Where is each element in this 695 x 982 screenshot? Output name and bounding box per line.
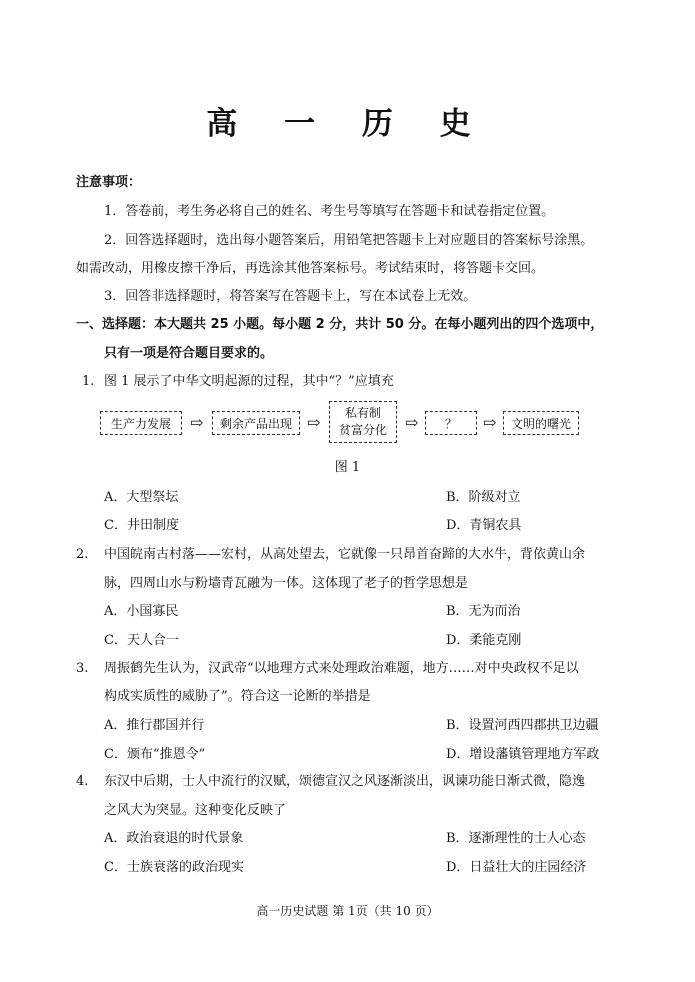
option-d: D．增设藩镇管理地方军政	[446, 747, 600, 762]
question-stem: 之风大为突显。这种变化反映了	[104, 803, 287, 818]
question-stem: 图 1 展示了中华文明起源的过程，其中“？”应填充	[104, 374, 394, 389]
question-number: 1.	[82, 374, 95, 389]
page-footer: 高一历史试题 第 1页（共 10 页）	[256, 904, 439, 918]
notice-item: 2．回答选择题时，选出每小题答案后，用铅笔把答题卡上对应题目的答案标号涂黑。	[104, 233, 594, 248]
section-heading: 一、选择题：本大题共 25 小题。每小题 2 分，共计 50 分。在每小题列出的四个选项中，	[76, 317, 604, 332]
page-title: 高 一 历 史	[206, 106, 489, 142]
option-a: A．小国寡民	[104, 604, 179, 619]
option-a: A．大型祭坛	[104, 490, 179, 505]
option-a: A．政治衰退的时代景象	[104, 831, 244, 846]
question-stem: 构成实质性的威胁了”。符合这一论断的举措是	[104, 689, 371, 704]
flow-box: 生产力发展	[100, 411, 182, 435]
flow-box: 剩余产品出现	[212, 411, 300, 435]
arrow-icon: ⇨	[190, 413, 204, 432]
notice-item: 1．答卷前，考生务必将自己的姓名、考生号等填写在答题卡和试卷指定位置。	[104, 204, 555, 219]
flow-box: ？	[425, 411, 477, 435]
option-a: A．推行郡国并行	[104, 718, 205, 733]
question-number: 2.	[76, 547, 89, 562]
flow-box	[329, 401, 397, 443]
flow-box-line: 私有制	[344, 406, 381, 420]
option-b: B．逐渐理性的士人心态	[446, 831, 586, 846]
notice-item: 如需改动，用橡皮擦干净后，再选涂其他答案标号。考试结束时，将答题卡交回。	[76, 261, 545, 276]
option-c: C．士族衰落的政治现实	[104, 860, 244, 875]
flow-box: 文明的曙光	[503, 411, 579, 435]
option-d: D．青铜农具	[446, 518, 522, 533]
flow-box-line: 贫富分化	[338, 423, 387, 437]
option-c: C．颁布“推恩令”	[104, 747, 206, 762]
question-number: 3.	[76, 661, 89, 676]
section-heading-cont: 只有一项是符合题目要求的。	[104, 346, 274, 361]
question-stem: 中国皖南古村落——宏村，从高处望去，它就像一只昂首奋蹄的大水牛，背依黄山余	[104, 547, 586, 562]
option-b: B．阶级对立	[446, 490, 521, 505]
option-c: C．天人合一	[104, 633, 179, 648]
notice-item: 3．回答非选择题时，将答案写在答题卡上，写在本试卷上无效。	[104, 289, 477, 304]
notice-heading: 注意事项：	[76, 175, 142, 190]
figure-caption: 图 1	[334, 460, 361, 475]
option-d: D．日益壮大的庄园经济	[446, 860, 587, 875]
arrow-icon: ⇨	[405, 413, 419, 432]
option-d: D．柔能克刚	[446, 633, 522, 648]
question-stem: 东汉中后期，士人中流行的汉赋，颂德宣汉之风逐渐淡出，讽谏功能日渐式微，隐逸	[104, 774, 586, 789]
question-stem: 脉，四周山水与粉墙青瓦融为一体。这体现了老子的哲学思想是	[104, 576, 469, 591]
option-b: B．无为而治	[446, 604, 521, 619]
option-c: C．井田制度	[104, 518, 179, 533]
arrow-icon: ⇨	[307, 413, 321, 432]
question-stem: 周振鹤先生认为，汉武帝“以地理方式来处理政治难题，地方……对中央政权不足以	[104, 661, 579, 676]
question-number: 4.	[76, 774, 89, 789]
option-b: B．设置河西四郡拱卫边疆	[446, 718, 599, 733]
arrow-icon: ⇨	[483, 413, 497, 432]
